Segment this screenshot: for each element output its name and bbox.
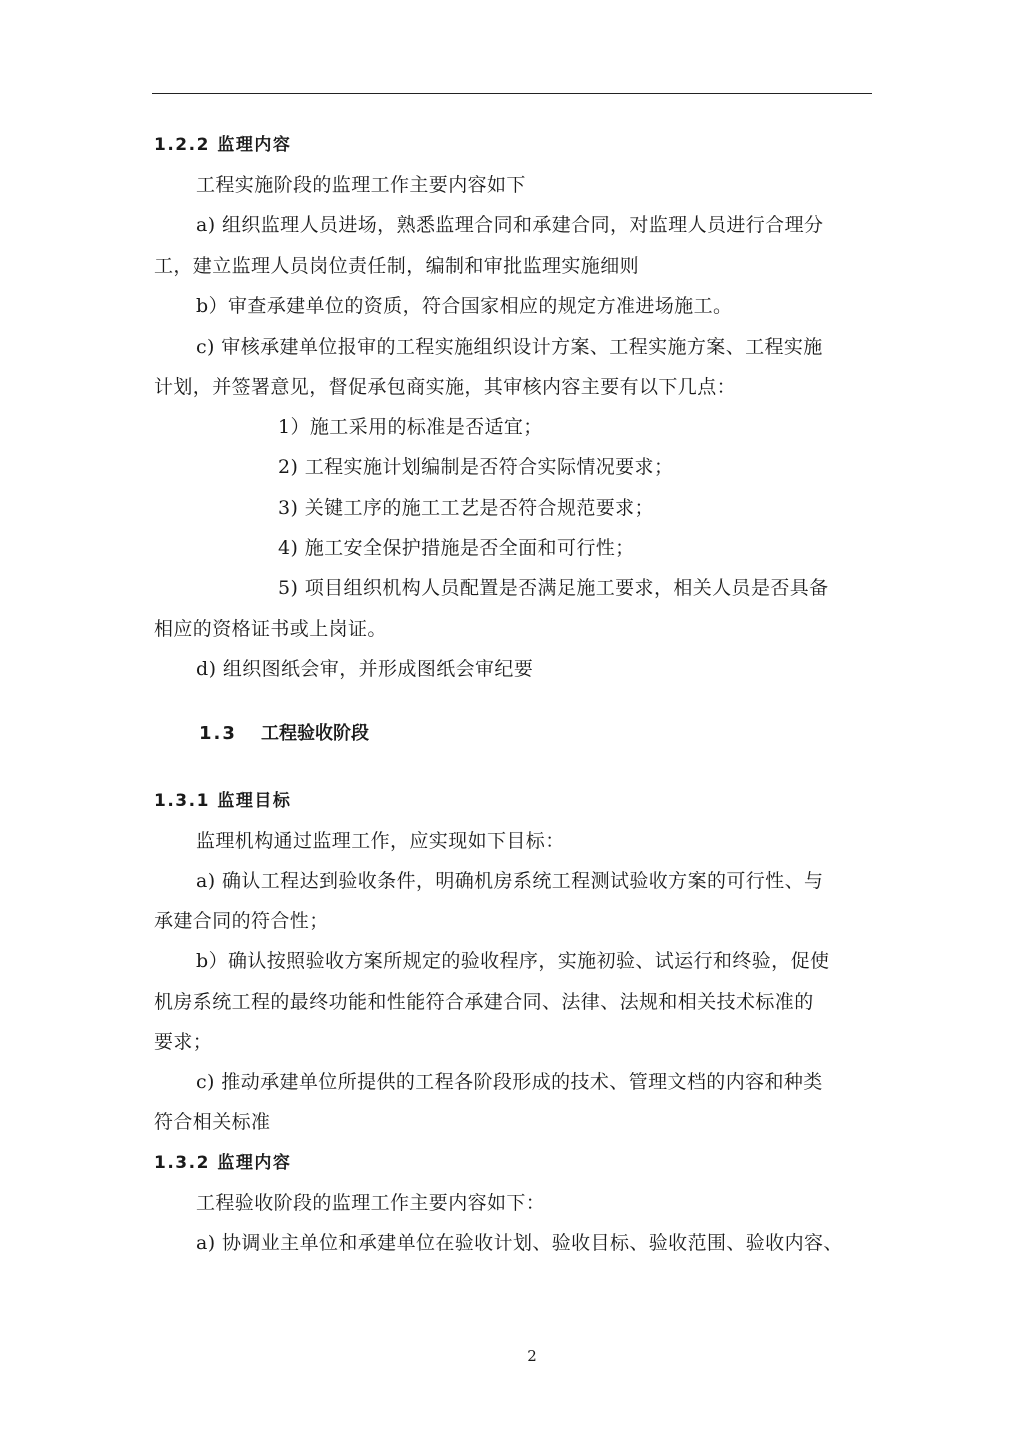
item-c-line-2: 计划，并签署意见，督促承包商实施，其审核内容主要有以下几点： [154, 376, 737, 398]
section-1-3-heading [199, 722, 369, 746]
item-b: b）审查承建单位的资质，符合国家相应的规定方准进场施工。 [196, 295, 733, 317]
goal-a-line-2: 承建合同的符合性； [154, 910, 329, 932]
sub-item-5-line-2: 相应的资格证书或上岗证。 [154, 618, 387, 640]
section-number: 1.3 [199, 723, 237, 744]
paragraph-intro-1-3-1: 监理机构通过监理工作，应实现如下目标： [196, 830, 565, 852]
goal-c-line-1: c) 推动承建单位所提供的工程各阶段形成的技术、管理文档的内容和种类 [196, 1071, 823, 1093]
goal-a-line-1: a) 确认工程达到验收条件，明确机房系统工程测试验收方案的可行性、与 [196, 870, 824, 892]
paragraph-intro-1-2-2: 工程实施阶段的监理工作主要内容如下 [196, 174, 526, 196]
sub-item-1: 1）施工采用的标准是否适宜； [278, 416, 543, 438]
heading-1-3-1: 1.3.1 监理目标 [154, 791, 292, 811]
heading-1-3-2: 1.3.2 监理内容 [154, 1153, 292, 1173]
sub-item-4: 4) 施工安全保护措施是否全面和可行性； [278, 537, 635, 559]
goal-b-line-3: 要求； [154, 1031, 213, 1053]
sub-item-5-line-1: 5) 项目组织机构人员配置是否满足施工要求，相关人员是否具备 [278, 577, 829, 599]
item-c-line-1: c) 审核承建单位报审的工程实施组织设计方案、工程实施方案、工程实施 [196, 336, 823, 358]
page-number: 2 [527, 1347, 537, 1365]
paragraph-intro-1-3-2: 工程验收阶段的监理工作主要内容如下： [196, 1192, 546, 1214]
section-title: 工程验收阶段 [261, 723, 369, 744]
goal-c-line-2: 符合相关标准 [154, 1111, 271, 1133]
item-d: d) 组织图纸会审，并形成图纸会审纪要 [196, 658, 534, 680]
sub-item-2: 2) 工程实施计划编制是否符合实际情况要求； [278, 456, 674, 478]
goal-b-line-2: 机房系统工程的最终功能和性能符合承建合同、法律、法规和相关技术标准的 [154, 991, 814, 1013]
goal-b-line-1: b）确认按照验收方案所规定的验收程序，实施初验、试运行和终验，促使 [196, 950, 830, 972]
header-rule [152, 93, 872, 94]
sub-item-3: 3) 关键工序的施工工艺是否符合规范要求； [278, 497, 654, 519]
work-a-line-1: a) 协调业主单位和承建单位在验收计划、验收目标、验收范围、验收内容、 [196, 1232, 843, 1254]
item-a-line-1: a) 组织监理人员进场，熟悉监理合同和承建合同，对监理人员进行合理分 [196, 214, 824, 236]
item-a-line-2: 工，建立监理人员岗位责任制，编制和审批监理实施细则 [154, 255, 640, 277]
heading-1-2-2: 1.2.2 监理内容 [154, 135, 292, 155]
